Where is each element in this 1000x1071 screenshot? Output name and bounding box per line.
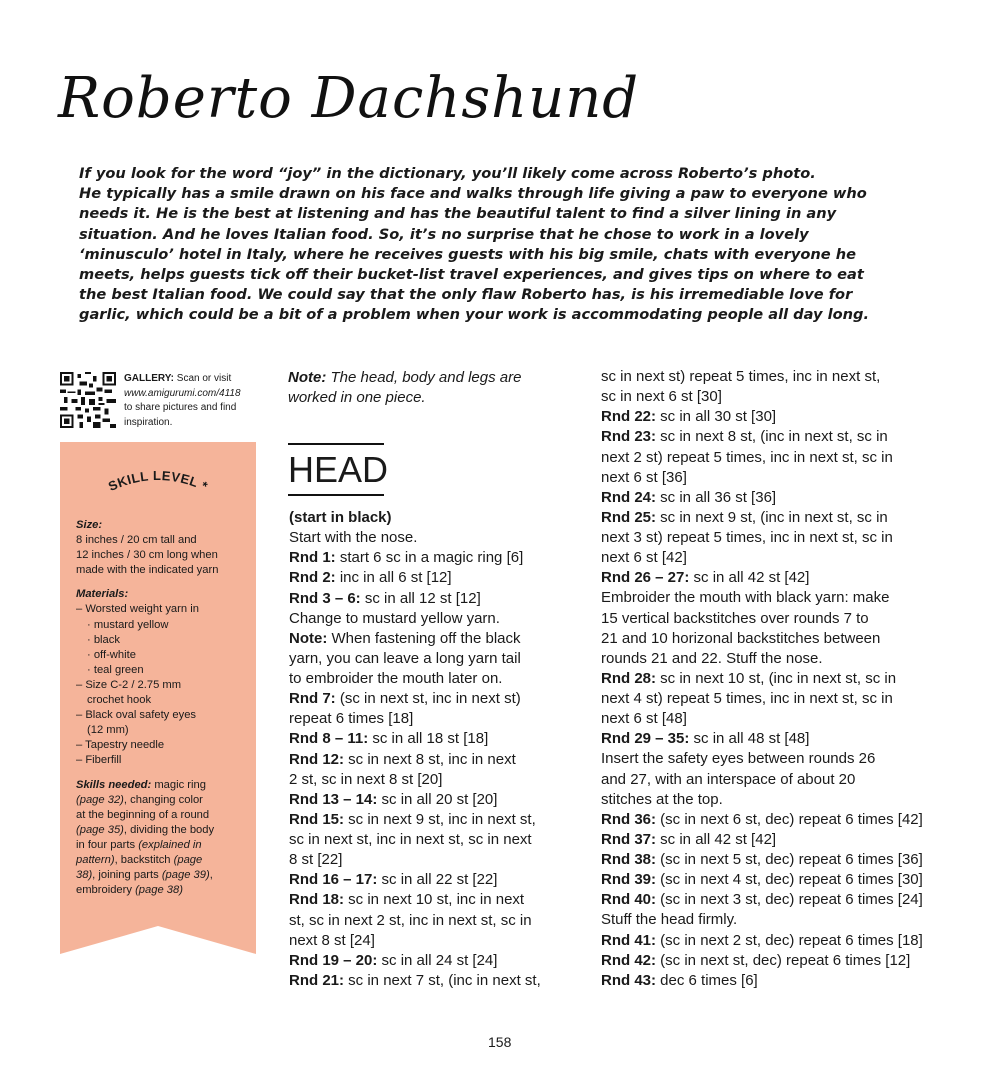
instruction-line xyxy=(601,971,951,991)
round-label: Rnd 16 – 17: xyxy=(289,871,378,889)
intro-line: ‘minusculo’ hotel in Italy, where he receives guests with his big smile, chats with everyone he xyxy=(79,245,857,263)
round-label: Rnd 38: xyxy=(601,851,657,868)
instruction-line xyxy=(289,669,584,689)
skills-line xyxy=(76,793,254,808)
instruction-text: inc in all 6 st [12] xyxy=(335,569,452,587)
skills-text: at the beginning of a round xyxy=(76,808,210,821)
instruction-text: sc in all 42 st [42] xyxy=(689,569,810,587)
instruction-line xyxy=(601,488,951,508)
instruction-text: sc in all 36 st [36] xyxy=(656,488,777,506)
instruction-line xyxy=(289,709,584,729)
instruction-line xyxy=(289,548,584,568)
skills-line xyxy=(76,868,254,883)
material-item: · black xyxy=(87,633,120,646)
skills-line xyxy=(76,808,254,823)
round-label: Rnd 28: xyxy=(601,669,657,687)
gallery-text: to share pictures and find xyxy=(124,402,237,413)
instruction-text: to embroider the mouth later on. xyxy=(289,670,503,687)
instruction-text: (sc in next 4 st, dec) repeat 6 times [30] xyxy=(656,871,923,889)
instruction-text: 8 st [22] xyxy=(289,851,343,869)
gallery-url[interactable]: www.amigurumi.com/4118 xyxy=(124,387,241,399)
material-item: · mustard yellow xyxy=(87,618,169,631)
instruction-text: Embroider the mouth with black yarn: make xyxy=(601,589,890,607)
round-label: Rnd 19 – 20: xyxy=(289,951,378,969)
instruction-line xyxy=(601,689,951,709)
intro-line: situation. And he loves Italian food. So, it’s no surprise that he chose to work in a lovely xyxy=(79,225,809,243)
instruction-line xyxy=(601,850,951,870)
intro-line: meets, helps guests tick off their bucket-list travel experiences, and gives tips on where to eat xyxy=(79,266,864,284)
instruction-line xyxy=(289,629,584,649)
skills-text: (page 38) xyxy=(135,884,183,897)
size-block xyxy=(76,518,254,578)
instruction-text: rounds 21 and 22. Stuff the nose. xyxy=(601,649,823,667)
instruction-line xyxy=(601,649,951,669)
skills-text: (page 39) xyxy=(161,869,210,882)
instructions-column-1 xyxy=(289,508,584,991)
material-item: crochet hook xyxy=(87,694,152,707)
instruction-line xyxy=(289,911,584,931)
round-label: Rnd 21: xyxy=(289,971,345,989)
instruction-line xyxy=(289,951,584,971)
note-label: Note: xyxy=(288,369,327,386)
round-label: Rnd 7: xyxy=(289,690,336,708)
instruction-text: next 8 st [24] xyxy=(289,931,375,949)
instruction-line xyxy=(289,649,584,669)
skills-text: magic ring xyxy=(151,778,206,791)
instruction-text: (sc in next st, dec) repeat 6 times [12] xyxy=(656,951,911,969)
instruction-line xyxy=(601,427,951,447)
instruction-text: st, sc in next 2 st, inc in next st, sc in xyxy=(289,911,532,929)
material-item: – Black oval safety eyes xyxy=(76,709,197,722)
size-line: 12 inches / 30 cm long when xyxy=(76,549,218,562)
instruction-text: sc in next 8 st, inc in next xyxy=(344,750,516,768)
skills-text: 38) xyxy=(76,869,93,882)
instruction-line xyxy=(289,810,584,830)
instruction-line xyxy=(601,588,951,608)
svg-text:SKILL LEVEL *: SKILL LEVEL * xyxy=(105,467,211,495)
intro-paragraph xyxy=(79,164,929,326)
instruction-text: stitches at the top. xyxy=(601,790,723,808)
instruction-line xyxy=(601,810,951,830)
instruction-text: next 6 st [48] xyxy=(601,710,687,728)
intro-line: garlic, which could be a bit of a problem when your work is accommodating people all day long. xyxy=(79,306,870,324)
instruction-line xyxy=(289,508,584,528)
round-label: Rnd 41: xyxy=(601,931,657,949)
gallery-label: GALLERY: xyxy=(124,373,174,384)
instruction-text: (sc in next 5 st, dec) repeat 6 times [36] xyxy=(656,851,923,868)
instruction-text: sc in all 20 st [20] xyxy=(377,790,498,808)
instruction-line xyxy=(289,870,584,890)
instruction-line xyxy=(601,468,951,488)
instruction-line xyxy=(601,609,951,629)
page-number: 158 xyxy=(488,1034,512,1050)
skills-text: , backstitch xyxy=(114,853,174,866)
instruction-text: 15 vertical backstitches over rounds 7 to xyxy=(601,609,869,627)
instruction-line xyxy=(289,528,584,548)
skills-line xyxy=(76,853,254,868)
round-label: Rnd 23: xyxy=(601,428,657,446)
instruction-text: sc in next 8 st, (inc in next st, sc in xyxy=(656,428,888,446)
instruction-line xyxy=(601,790,951,810)
section-rule-bottom xyxy=(288,494,384,496)
instruction-text: Insert the safety eyes between rounds 26 xyxy=(601,750,876,768)
instruction-line xyxy=(289,890,584,910)
instruction-line xyxy=(601,407,951,427)
round-label: Rnd 24: xyxy=(601,488,657,506)
instruction-text: next 3 st) repeat 5 times, inc in next st, sc in xyxy=(601,529,893,546)
instruction-text: sc in next st) repeat 5 times, inc in next st, xyxy=(601,368,881,385)
gallery-text: inspiration. xyxy=(124,416,173,428)
instruction-line xyxy=(289,830,584,850)
skills-text: , changing color xyxy=(123,793,203,806)
instruction-text: Stuff the head firmly. xyxy=(601,911,738,929)
instruction-text: sc in all 42 st [42] xyxy=(656,830,777,848)
skills-text: (page 32) xyxy=(76,793,124,806)
round-label: Rnd 2: xyxy=(289,569,336,587)
instruction-text: sc in all 30 st [30] xyxy=(656,408,777,426)
instruction-line xyxy=(601,548,951,568)
instruction-text: sc in next 9 st, (inc in next st, sc in xyxy=(656,508,888,526)
size-heading: Size: xyxy=(76,519,103,531)
skills-line xyxy=(76,778,254,793)
instruction-line xyxy=(289,750,584,770)
qr-code-icon xyxy=(60,372,116,428)
instruction-text: sc in all 12 st [12] xyxy=(360,589,481,607)
instruction-line xyxy=(601,890,951,910)
skills-text: (page 35) xyxy=(76,823,124,836)
round-label: Rnd 22: xyxy=(601,408,657,426)
instruction-text: Start with the nose. xyxy=(289,529,418,547)
gallery-text: Scan or visit xyxy=(174,373,232,384)
instruction-line xyxy=(601,528,951,548)
instruction-text: Change to mustard yellow yarn. xyxy=(289,609,500,627)
round-label: Rnd 37: xyxy=(601,830,657,848)
material-item: – Worsted weight yarn in xyxy=(76,603,199,616)
instruction-text: (sc in next 6 st, dec) repeat 6 times [42] xyxy=(656,810,923,828)
round-label: Rnd 29 – 35: xyxy=(601,730,690,748)
instruction-text: sc in all 22 st [22] xyxy=(377,871,498,889)
skills-text: , joining parts xyxy=(92,869,162,882)
instruction-text: When fastening off the black xyxy=(327,629,521,647)
instruction-line xyxy=(601,669,951,689)
round-label: Rnd 36: xyxy=(601,810,657,828)
instruction-text: next 2 st) repeat 5 times, inc in next st, sc in xyxy=(601,448,893,466)
instruction-line xyxy=(601,830,951,850)
materials-block xyxy=(76,587,254,768)
instruction-line xyxy=(601,931,951,951)
instruction-text: sc in next 7 st, (inc in next st, xyxy=(344,971,541,989)
instruction-line xyxy=(289,689,584,709)
gallery-note xyxy=(124,372,264,430)
instruction-line xyxy=(601,770,951,790)
material-item: · teal green xyxy=(87,663,144,676)
skills-text: (page xyxy=(173,853,203,866)
instruction-line xyxy=(289,589,584,609)
instruction-line xyxy=(601,367,951,387)
instruction-line xyxy=(289,931,584,951)
round-label: Rnd 1: xyxy=(289,549,336,567)
instruction-line xyxy=(601,870,951,890)
instruction-line xyxy=(601,749,951,769)
instruction-line xyxy=(601,568,951,588)
material-item: (12 mm) xyxy=(87,724,129,737)
instruction-text: sc in next 6 st [30] xyxy=(601,388,722,406)
skill-level-label xyxy=(60,462,256,502)
skills-text: , xyxy=(209,869,213,882)
round-label: Rnd 25: xyxy=(601,508,657,526)
instructions-column-2 xyxy=(601,367,951,991)
instruction-line xyxy=(289,729,584,749)
instruction-text: 2 st, sc in next 8 st [20] xyxy=(289,770,443,788)
instruction-line xyxy=(601,508,951,528)
instruction-text: sc in next st, inc in next st, sc in next xyxy=(289,831,532,848)
instruction-line xyxy=(289,609,584,629)
instruction-text: and 27, with an interspace of about 20 xyxy=(601,770,856,788)
round-label: Note: xyxy=(289,629,328,647)
instruction-text: sc in all 24 st [24] xyxy=(377,951,498,969)
note-text xyxy=(288,368,568,408)
skills-text: embroidery xyxy=(76,884,136,897)
instruction-text: start 6 sc in a magic ring [6] xyxy=(335,549,524,567)
instruction-line xyxy=(289,568,584,588)
skills-line xyxy=(76,823,254,838)
instruction-text: (sc in next 2 st, dec) repeat 6 times [18] xyxy=(656,931,923,949)
skills-line xyxy=(76,838,254,853)
note-line: worked in one piece. xyxy=(288,389,426,407)
instruction-line xyxy=(289,790,584,810)
material-item: – Tapestry needle xyxy=(76,739,165,752)
instruction-line xyxy=(601,387,951,407)
section-rule-top xyxy=(288,443,384,445)
round-label: Rnd 8 – 11: xyxy=(289,730,369,748)
intro-line: the best Italian food. We could say that the only flaw Roberto has, is his irremediable love for xyxy=(79,286,853,304)
instruction-line xyxy=(601,448,951,468)
instruction-text: next 6 st [42] xyxy=(601,549,687,567)
round-label: Rnd 43: xyxy=(601,971,657,989)
material-item: – Fiberfill xyxy=(76,754,122,767)
instruction-line xyxy=(289,770,584,790)
instruction-line xyxy=(601,729,951,749)
intro-line: If you look for the word “joy” in the dictionary, you’ll likely come across Roberto’s photo. xyxy=(79,165,816,182)
section-title: HEAD xyxy=(288,449,389,490)
instruction-line xyxy=(601,910,951,930)
skills-line xyxy=(76,883,254,898)
instruction-text: sc in all 18 st [18] xyxy=(368,730,489,748)
round-label: Rnd 18: xyxy=(289,891,345,909)
round-label: Rnd 13 – 14: xyxy=(289,790,378,808)
skills-text: pattern) xyxy=(76,853,115,866)
materials-heading: Materials: xyxy=(76,588,129,601)
instruction-text: next 6 st [36] xyxy=(601,468,687,486)
round-label: Rnd 15: xyxy=(289,810,345,828)
round-label: Rnd 40: xyxy=(601,891,657,909)
skills-text: (explained in xyxy=(138,838,202,851)
page-title: Roberto Dachshund xyxy=(58,66,640,131)
skills-text: in four parts xyxy=(76,838,139,851)
round-label: Rnd 42: xyxy=(601,951,657,969)
intro-line: He typically has a smile drawn on his face and walks through life giving a paw to everyone who xyxy=(79,185,867,203)
instruction-text: sc in all 48 st [48] xyxy=(689,730,810,748)
size-line: made with the indicated yarn xyxy=(76,564,219,577)
instruction-line xyxy=(289,971,584,991)
instruction-text: dec 6 times [6] xyxy=(656,971,758,989)
material-item: · off-white xyxy=(87,648,136,661)
sidebar-info xyxy=(76,518,254,907)
instruction-text: 21 and 10 horizonal backstitches between xyxy=(601,629,881,647)
instruction-line xyxy=(601,629,951,649)
instruction-line xyxy=(601,951,951,971)
round-label: Rnd 39: xyxy=(601,871,657,889)
skills-heading: Skills needed: xyxy=(76,778,152,791)
size-line: 8 inches / 20 cm tall and xyxy=(76,534,197,547)
round-label: Rnd 26 – 27: xyxy=(601,569,690,587)
instruction-text: repeat 6 times [18] xyxy=(289,710,414,728)
instruction-text: sc in next 9 st, inc in next st, xyxy=(344,810,536,828)
instruction-text: sc in next 10 st, inc in next xyxy=(344,891,525,909)
instruction-line xyxy=(289,850,584,870)
instruction-text: sc in next 10 st, (inc in next st, sc in xyxy=(656,669,897,687)
instruction-text: (sc in next 3 st, dec) repeat 6 times [24] xyxy=(656,891,923,909)
instruction-text: (sc in next st, inc in next st) xyxy=(335,690,521,708)
round-label: Rnd 3 – 6: xyxy=(289,589,361,607)
instruction-text: yarn, you can leave a long yarn tail xyxy=(289,649,521,667)
skills-block xyxy=(76,778,254,899)
material-item: – Size C-2 / 2.75 mm xyxy=(76,678,182,691)
skills-text: , dividing the body xyxy=(123,823,215,836)
note-line: The head, body and legs are xyxy=(326,369,522,386)
intro-line: needs it. He is the best at listening and has the beautiful talent to find a silver lining in any xyxy=(79,205,837,223)
round-label: Rnd 12: xyxy=(289,750,345,768)
instruction-text: next 4 st) repeat 5 times, inc in next st, sc in xyxy=(601,690,893,707)
instruction-line xyxy=(601,709,951,729)
round-label: (start in black) xyxy=(289,509,392,526)
